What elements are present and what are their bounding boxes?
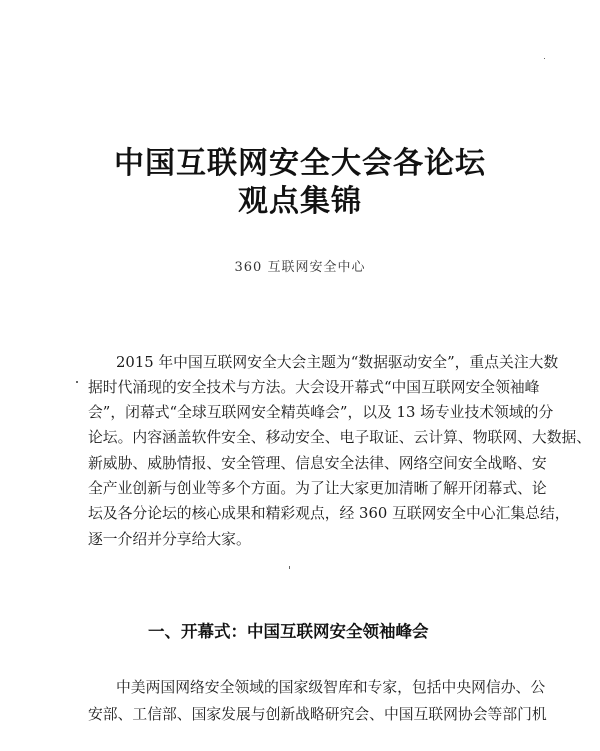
intro-line: 逐一介绍并分享给大家。 [88,531,251,548]
document-title-line-1: 中国互联网安全大会各论坛 [114,146,486,181]
intro-line: 2015 年中国互联网安全大会主题为“数据驱动安全”，重点关注大数 [116,354,559,371]
intro-line: 坛及各分论坛的核心成果和精彩观点，经 360 互联网安全中心汇集总结， [88,505,570,522]
intro-line: 据时代涌现的安全技术与方法。大会设开幕式“中国互联网安全领袖峰 [88,379,540,396]
intro-line: 新威胁、威胁情报、安全管理、信息安全法律、网络空间安全战略、安 [88,455,547,472]
intro-line: 会”，闭幕式“全球互联网安全精英峰会”，以及 13 场专业技术领域的分 [88,404,554,421]
scan-speck [289,566,290,569]
section-heading: 一、开幕式：中国互联网安全领袖峰会 [148,622,429,641]
section1-line: 中美两国网络安全领域的国家级智库和专家，包括中央网信办、公 [116,679,546,696]
scan-speck [76,381,78,383]
intro-line: 全产业创新与创业等多个方面。为了让大家更加清晰了解开闭幕式、论 [88,480,547,497]
section1-line: 安部、工信部、国家发展与创新战略研究会、中国互联网协会等部门机 [88,706,547,723]
scan-speck [544,58,545,59]
document-author: 360 互联网安全中心 [234,260,366,275]
document-title-line-2: 观点集锦 [238,184,362,219]
intro-line: 论坛。内容涵盖软件安全、移动安全、电子取证、云计算、物联网、大数据、 [88,429,592,446]
